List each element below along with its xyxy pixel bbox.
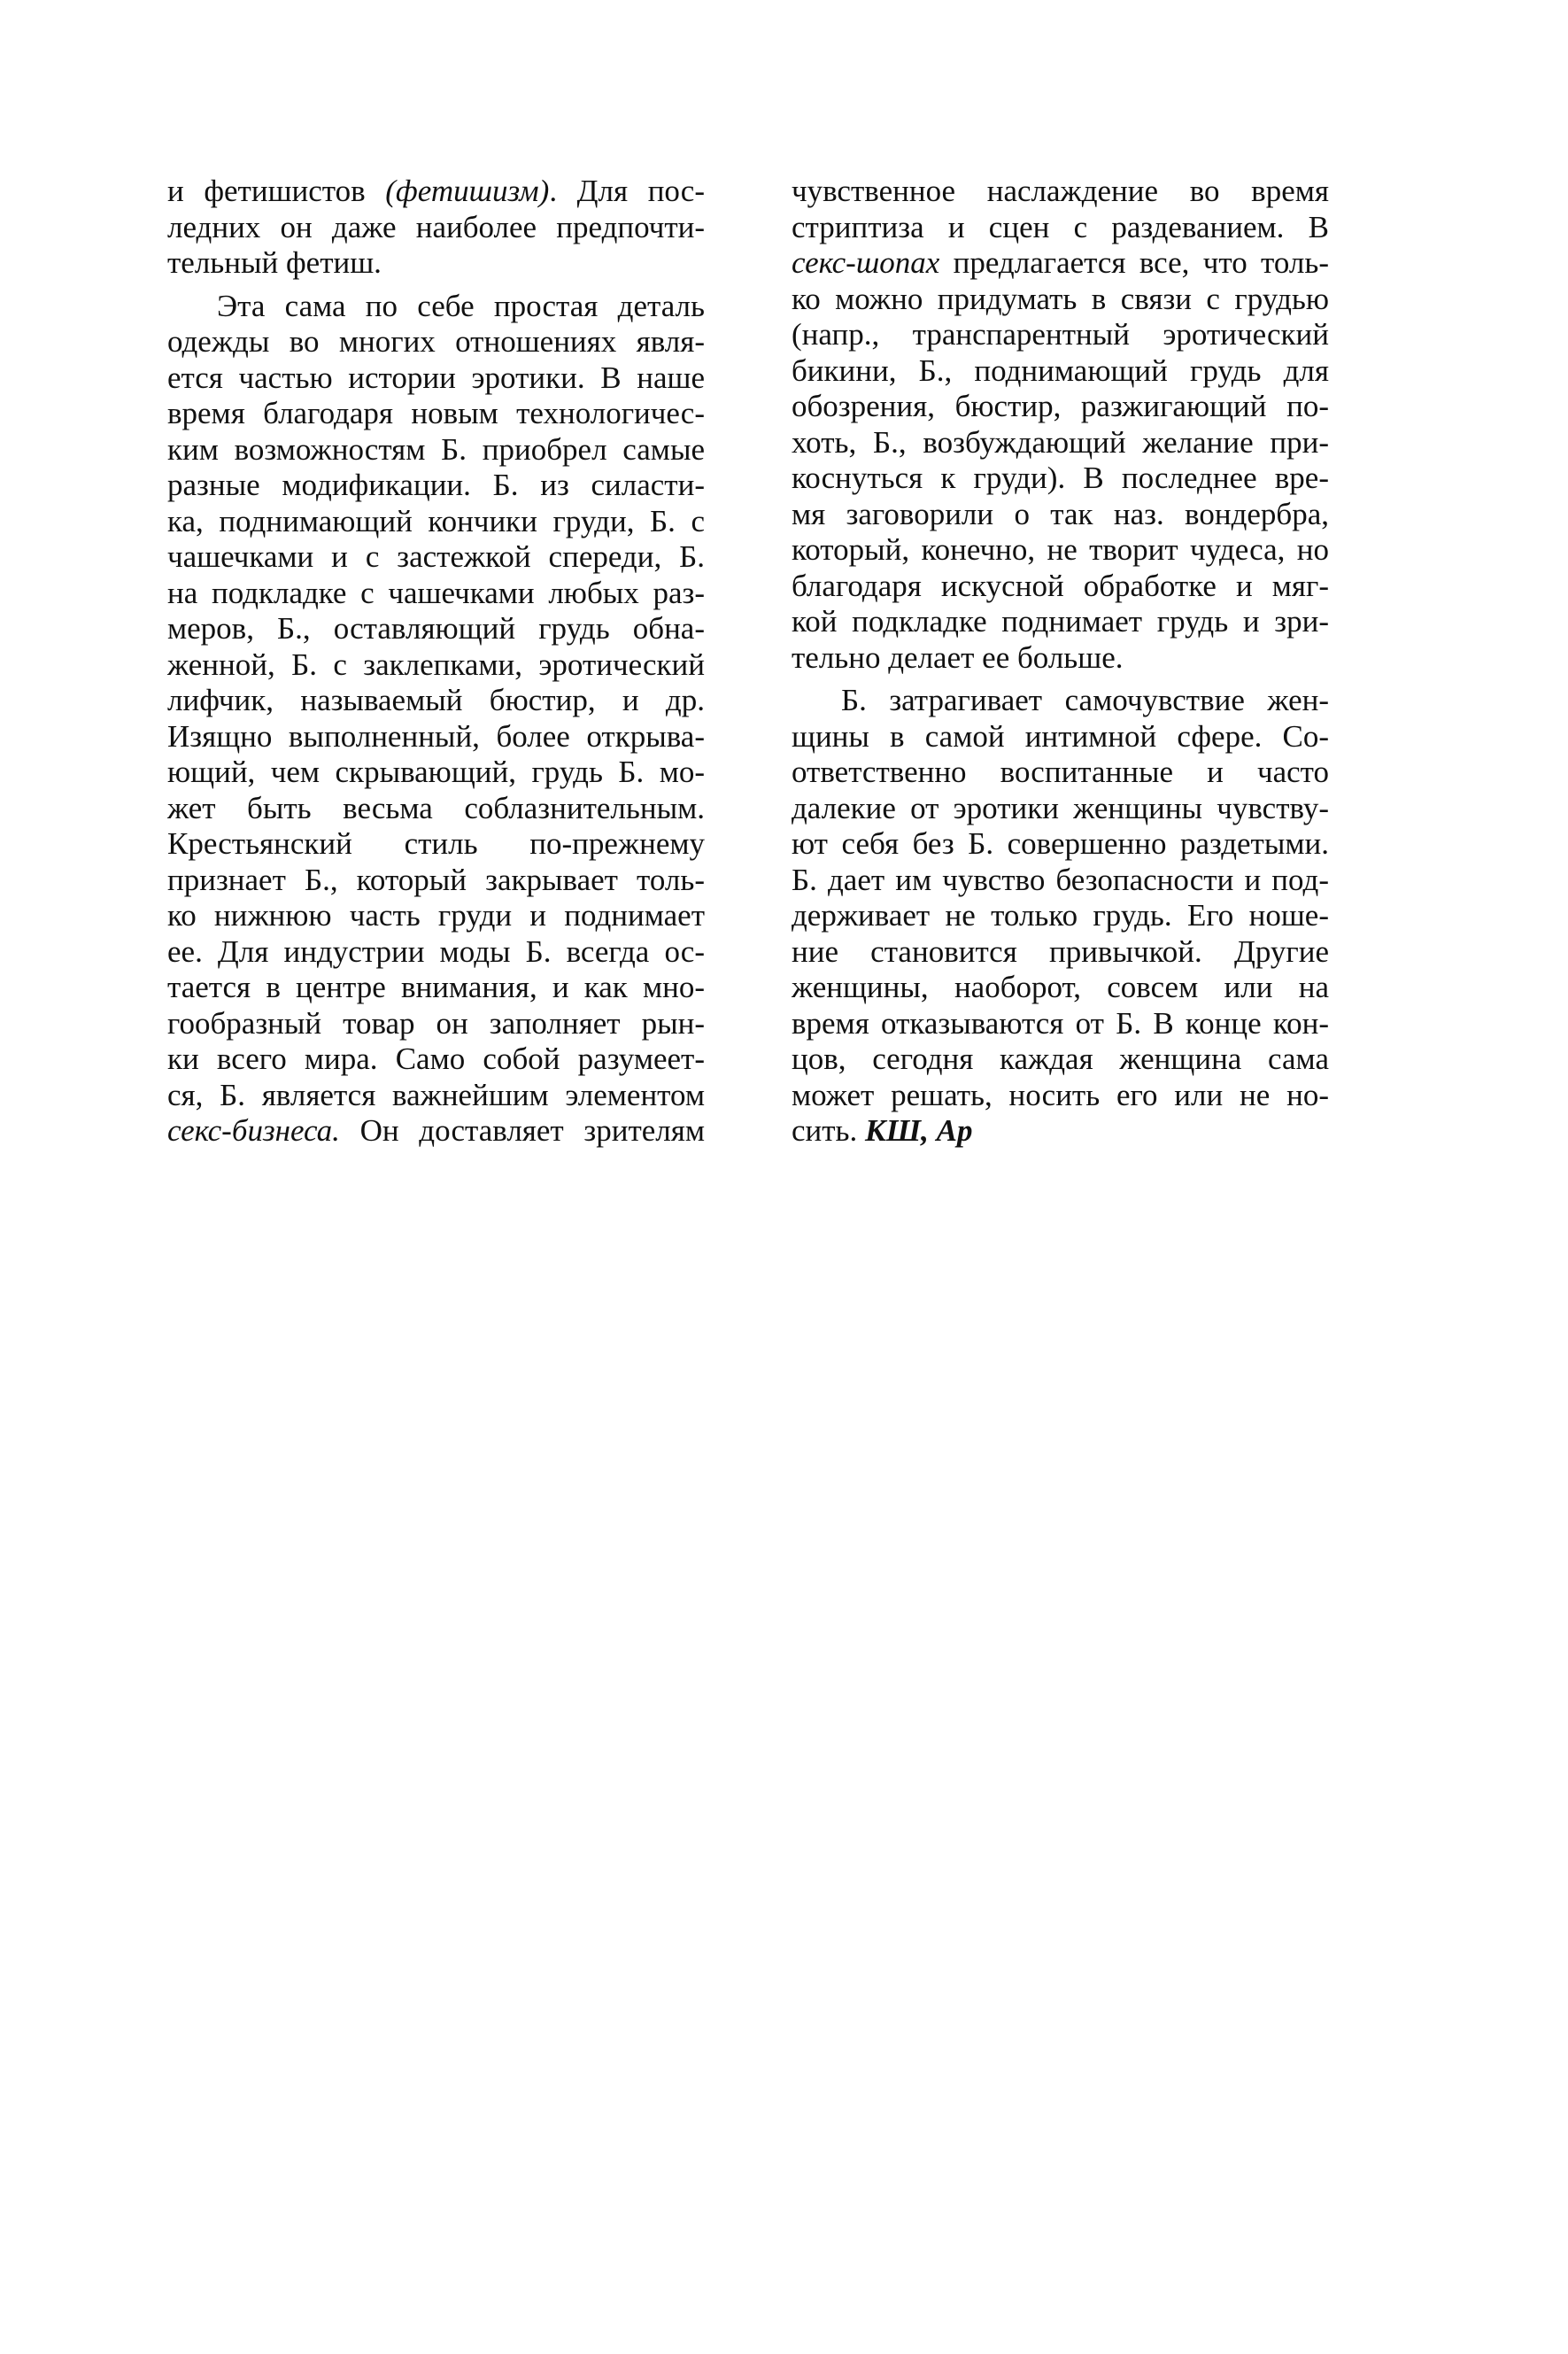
text-line: ют себя без Б. совершенно раздетыми.: [792, 826, 1329, 861]
text-line: благодаря искусной обработке и мяг-: [792, 568, 1329, 603]
text-line: ющий, чем скрывающий, грудь Б. мо-: [167, 755, 705, 789]
text-line: женной, Б. с заклепками, эротический: [167, 647, 705, 682]
text-line: время отказываются от Б. В конце кон-: [792, 1005, 1329, 1041]
text-line: тельно делает ее больше.: [792, 639, 1124, 675]
text-line: ки всего мира. Само собой разумеет-: [167, 1041, 705, 1076]
text-line: хоть, Б., возбуждающий желание при-: [792, 424, 1329, 460]
text-line: может решать, носить его или не но-: [792, 1077, 1329, 1112]
text-line: ледних он даже наиболее предпочти-: [167, 209, 705, 244]
text-line: коснуться к груди). В последнее вре-: [792, 461, 1329, 495]
text-line: женщины, наоборот, совсем или на: [792, 970, 1329, 1004]
text-line: лифчик, называемый бюстир, и др.: [167, 683, 705, 717]
text-line: обозрения, бюстир, разжигающий по-: [792, 389, 1329, 423]
text-line: Изящно выполненный, более открыва-: [167, 718, 705, 754]
text-line: признает Б., который закрывает толь-: [167, 862, 705, 897]
text-line: одежды во многих отношениях явля-: [167, 324, 705, 359]
text-line: цов, сегодня каждая женщина сама: [792, 1041, 1329, 1076]
text-line: ким возможностям Б. приобрел самые: [167, 431, 705, 467]
text-line: ответственно воспитанные и часто: [792, 755, 1329, 789]
author-signature: КШ, Ар: [865, 1113, 973, 1148]
text-line: секс-бизнеса. Он доставляет зрителям: [167, 1113, 705, 1148]
text-line: ее. Для индустрии моды Б. всегда ос-: [167, 933, 705, 969]
cross-reference: секс-бизнеса.: [167, 1113, 340, 1148]
left-paragraph-1: [167, 174, 705, 282]
text-line: гообразный товар он заполняет рын-: [167, 1005, 705, 1041]
text-line: Б. затрагивает самочувствие жен-: [841, 683, 1329, 717]
right-column: [792, 174, 1329, 1150]
text-line: и фетишистов (фетишизм). Для пос-: [167, 174, 705, 208]
text-line: щины в самой интимной сфере. Со-: [792, 718, 1329, 754]
text-line: ся, Б. является важнейшим элементом: [167, 1077, 705, 1112]
text-line: чувственное наслаждение во время: [792, 174, 1329, 208]
text-line: (напр., транспарентный эротический: [792, 317, 1329, 352]
text-line: Б. дает им чувство безопасности и под-: [792, 862, 1329, 897]
text-line: Эта сама по себе простая деталь: [217, 288, 705, 323]
text-line: держивает не только грудь. Его ноше-: [792, 898, 1329, 933]
cross-reference: секс-шопах: [792, 245, 940, 280]
text-line: ко нижнюю часть груди и поднимает: [167, 898, 705, 933]
left-column: [167, 174, 705, 1150]
text-line: разные модификации. Б. из силасти-: [167, 468, 705, 502]
right-paragraph-1: [792, 174, 1329, 676]
text-line: время благодаря новым технологичес-: [167, 396, 705, 430]
text-line: кой подкладке поднимает грудь и зри-: [792, 604, 1329, 639]
text-line: сить. КШ, Ар: [792, 1113, 973, 1148]
text-line: Крестьянский стиль по-прежнему: [167, 826, 705, 861]
text-line: секс-шопах предлагается все, что толь-: [792, 245, 1329, 280]
text-line: чашечками и с застежкой спереди, Б.: [167, 539, 705, 574]
left-paragraph-2: [167, 289, 705, 1150]
text-line: тельный фетиш.: [167, 245, 382, 280]
text-line: стриптиза и сцен с раздеванием. В: [792, 209, 1329, 244]
right-paragraph-2: [792, 683, 1329, 1150]
text-line: ка, поднимающий кончики груди, Б. с: [167, 503, 705, 538]
text-line: меров, Б., оставляющий грудь обна-: [167, 611, 705, 646]
cross-reference: (фетишизм): [385, 174, 550, 208]
text-line: далекие от эротики женщины чувству-: [792, 790, 1329, 825]
text-line: мя заговорили о так наз. вондербра,: [792, 496, 1329, 531]
text-line: который, конечно, не творит чудеса, но: [792, 532, 1329, 567]
text-line: ние становится привычкой. Другие: [792, 933, 1329, 969]
text-line: тается в центре внимания, и как мно-: [167, 970, 705, 1004]
text-line: бикини, Б., поднимающий грудь для: [792, 352, 1329, 388]
text-line: на подкладке с чашечками любых раз-: [167, 575, 705, 610]
text-line: жет быть весьма соблазнительным.: [167, 790, 705, 825]
text-line: ко можно придумать в связи с грудью: [792, 281, 1329, 316]
text-line: ется частью истории эротики. В наше: [167, 360, 705, 395]
